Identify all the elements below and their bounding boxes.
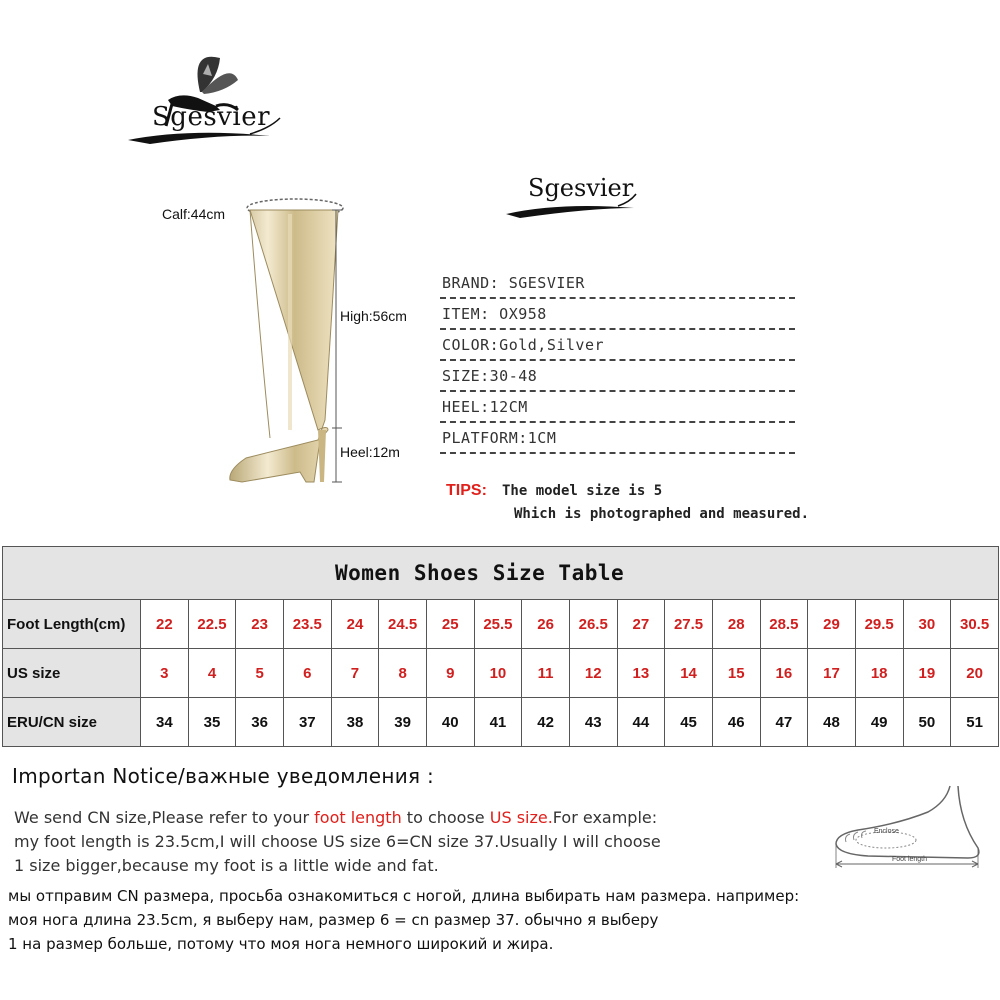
eu-cn-size-row — [3, 698, 999, 747]
size-cell: 18 — [855, 649, 903, 698]
size-cell: 42 — [522, 698, 570, 747]
spec-brand: BRAND: SGESVIER — [440, 268, 795, 299]
size-cell: 8 — [379, 649, 427, 698]
row-header: US size — [3, 649, 141, 698]
size-cell: 25 — [426, 600, 474, 649]
size-cell: 30 — [903, 600, 951, 649]
size-cell: 5 — [236, 649, 284, 698]
size-cell: 10 — [474, 649, 522, 698]
size-cell: 48 — [808, 698, 856, 747]
notice-english — [14, 806, 794, 878]
size-cell: 41 — [474, 698, 522, 747]
enclose-label: Enclose — [874, 828, 899, 835]
calf-dimension-label: Calf:44cm — [162, 206, 226, 222]
size-cell: 50 — [903, 698, 951, 747]
size-cell: 14 — [665, 649, 713, 698]
spec-platform: PLATFORM:1CM — [440, 423, 795, 454]
size-cell: 16 — [760, 649, 808, 698]
notice-highlight-us-size: US size. — [489, 808, 553, 827]
notice-ru-line-3: 1 на размер больше, потому что моя нога немного широкий и жира. — [8, 935, 554, 953]
size-cell: 44 — [617, 698, 665, 747]
size-cell: 6 — [283, 649, 331, 698]
heel-dimension-label: Heel:12m — [340, 444, 400, 460]
size-cell: 23 — [236, 600, 284, 649]
height-dimension-label: High:56cm — [340, 308, 407, 324]
notice-ru-line-2: моя нога длина 23.5cm, я выберу нам, размер 6 = cn размер 37. обычно я выберу — [8, 911, 659, 929]
notice-en-text: We send CN size,Please refer to your — [14, 808, 315, 827]
size-cell: 37 — [283, 698, 331, 747]
brand-logo-top — [120, 40, 290, 150]
size-cell: 36 — [236, 698, 284, 747]
size-cell: 28.5 — [760, 600, 808, 649]
size-cell: 26.5 — [569, 600, 617, 649]
size-table — [2, 546, 999, 747]
size-cell: 19 — [903, 649, 951, 698]
size-cell: 51 — [951, 698, 999, 747]
size-cell: 23.5 — [283, 600, 331, 649]
size-cell: 9 — [426, 649, 474, 698]
notice-ru-line-1: мы отправим CN размера, просьба ознакомиться с ногой, длина выбирать нам размера. например: — [8, 887, 800, 905]
high-heel-butterfly-icon — [120, 40, 290, 150]
size-cell: 49 — [855, 698, 903, 747]
foot-length-row — [3, 600, 999, 649]
size-cell: 7 — [331, 649, 379, 698]
size-cell: 13 — [617, 649, 665, 698]
size-cell: 17 — [808, 649, 856, 698]
notice-en-text: For example: — [552, 808, 658, 827]
notice-en-line-1 — [14, 806, 794, 830]
foot-measurement-diagram — [828, 782, 988, 872]
foot-length-label: Foot length — [892, 856, 928, 863]
size-cell: 45 — [665, 698, 713, 747]
brand-logo-text-mid: Sgesvier — [528, 174, 634, 202]
boot-product-image — [150, 190, 430, 500]
size-cell: 22.5 — [188, 600, 236, 649]
size-cell: 28 — [712, 600, 760, 649]
notice-en-line-2: my foot length is 23.5cm,I will choose US size 6=CN size 37.Usually I will choose — [14, 832, 661, 851]
tips-label: TIPS: — [446, 482, 487, 499]
spec-size: SIZE:30-48 — [440, 361, 795, 392]
notice-russian — [8, 884, 988, 956]
size-cell: 40 — [426, 698, 474, 747]
tips-note — [446, 480, 846, 522]
size-cell: 26 — [522, 600, 570, 649]
brand-logo-text: Sgesvier — [152, 102, 271, 132]
notice-en-text: to choose — [401, 808, 490, 827]
size-cell: 29.5 — [855, 600, 903, 649]
notice-title: Importan Notice/важные уведомления : — [12, 764, 435, 788]
tips-line-2: Which is photographed and measured. — [514, 506, 810, 522]
size-cell: 3 — [141, 649, 189, 698]
size-cell: 38 — [331, 698, 379, 747]
size-cell: 34 — [141, 698, 189, 747]
brand-logo-mid — [500, 168, 650, 228]
size-cell: 20 — [951, 649, 999, 698]
size-cell: 4 — [188, 649, 236, 698]
product-spec-list — [440, 268, 795, 454]
size-cell: 24 — [331, 600, 379, 649]
size-table-title: Women Shoes Size Table — [3, 547, 999, 600]
us-size-row — [3, 649, 999, 698]
size-cell: 24.5 — [379, 600, 427, 649]
spec-color: COLOR:Gold,Silver — [440, 330, 795, 361]
size-cell: 47 — [760, 698, 808, 747]
size-cell: 15 — [712, 649, 760, 698]
size-cell: 39 — [379, 698, 427, 747]
row-header: ERU/CN size — [3, 698, 141, 747]
size-cell: 30.5 — [951, 600, 999, 649]
tips-line-1: The model size is 5 — [501, 483, 663, 499]
size-cell: 29 — [808, 600, 856, 649]
spec-item: ITEM: OX958 — [440, 299, 795, 330]
size-cell: 27.5 — [665, 600, 713, 649]
size-cell: 46 — [712, 698, 760, 747]
size-cell: 12 — [569, 649, 617, 698]
size-cell: 22 — [141, 600, 189, 649]
size-cell: 25.5 — [474, 600, 522, 649]
size-cell: 27 — [617, 600, 665, 649]
notice-en-line-3: 1 size bigger,because my foot is a little wide and fat. — [14, 856, 439, 875]
size-cell: 43 — [569, 698, 617, 747]
row-header: Foot Length(cm) — [3, 600, 141, 649]
spec-heel: HEEL:12CM — [440, 392, 795, 423]
notice-highlight-foot-length: foot length — [314, 808, 402, 827]
size-cell: 11 — [522, 649, 570, 698]
size-cell: 35 — [188, 698, 236, 747]
